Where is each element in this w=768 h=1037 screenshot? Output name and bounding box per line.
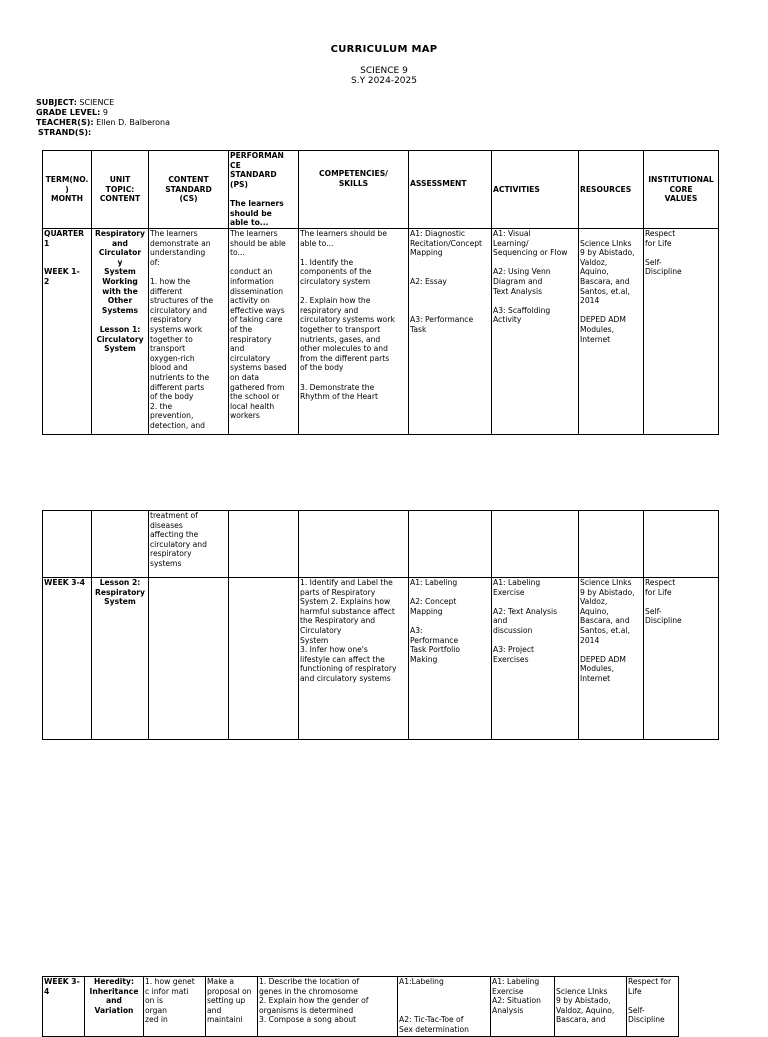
core-values-cell: Respect for Life Self- Discipline <box>644 578 719 740</box>
unit-cell <box>92 511 149 578</box>
resources-cell: Science LInks 9 by Abistado, Valdoz, Aquino, Bascara, and Santos, et.al, 2014 DEPED ADM Modules, Internet <box>579 229 644 435</box>
term-cell: WEEK 3- 4 <box>43 977 85 1037</box>
unit-cell: Lesson 2: Respiratory System <box>92 578 149 740</box>
assessment-cell <box>409 511 492 578</box>
subject-label: SUBJECT: <box>36 98 77 107</box>
assessment-cell: A1: Diagnostic Recitation/Concept Mapping A2: Essay A3: Performance Task <box>409 229 492 435</box>
strand-line <box>36 128 170 138</box>
unit-cell: Respiratory and Circulator y System Working with the Other Systems Lesson 1: Circulatory System <box>92 229 149 435</box>
col-assessment: ASSESSMENT <box>409 151 492 229</box>
curriculum-table-page2 <box>42 510 719 740</box>
term-cell: WEEK 3-4 <box>43 578 92 740</box>
resources-cell <box>579 511 644 578</box>
activities-cell <box>492 511 579 578</box>
assessment-cell: A1: Labeling A2: Concept Mapping A3: Performance Task Portfolio Making <box>409 578 492 740</box>
col-activities: ACTIVITIES <box>492 151 579 229</box>
teacher-label: TEACHER(S): <box>36 118 94 127</box>
col-core-values: INSTITUTIONAL CORE VALUES <box>644 151 719 229</box>
term-cell <box>43 511 92 578</box>
meta-block <box>36 98 170 138</box>
unit-cell: Heredity: Inheritance and Variation <box>85 977 144 1037</box>
resources-cell: Science LInks 9 by Abistado, Valdoz, Aquino, Bascara, and <box>555 977 627 1037</box>
term-cell: QUARTER 1 WEEK 1- 2 <box>43 229 92 435</box>
curriculum-table-page3 <box>42 976 679 1037</box>
assessment-cell: A1:Labeling A2: Tic-Tac-Toe of Sex determination <box>398 977 491 1037</box>
performance-standard-cell: Make a proposal on setting up and maintaini <box>206 977 258 1037</box>
teacher-line <box>36 118 170 128</box>
strand-label: STRAND(S): <box>38 128 92 137</box>
teacher-value: Ellen D. Balberona <box>93 118 170 127</box>
performance-standard-cell <box>229 511 299 578</box>
core-values-cell: Respect for Life Self- Discipline <box>644 229 719 435</box>
content-standard-continuation: treatment of diseases affecting the circulatory and respiratory systems <box>149 511 229 578</box>
subject-value: SCIENCE <box>76 98 115 107</box>
col-resources: RESOURCES <box>579 151 644 229</box>
competencies-cell <box>299 511 409 578</box>
core-values-cell <box>644 511 719 578</box>
activities-cell: A1: Labeling Exercise A2: Situation Analysis <box>491 977 555 1037</box>
page-title: CURRICULUM MAP <box>330 44 438 55</box>
content-standard-cell: The learners demonstrate an understanding of: 1. how the different structures of the circulatory and respiratory systems work together to transport oxygen-rich blood and nutrients to the different parts of the body 2. the prevention, detection, and <box>149 229 229 435</box>
col-term: TERM(NO. ) MONTH <box>43 151 92 229</box>
performance-standard-cell: The learners should be able to... conduct an information dissemination activity on effective ways of taking care of the respiratory and circulatory systems based on data gathered from the school or local health workers <box>229 229 299 435</box>
activities-cell: A1: Labeling Exercise A2: Text Analysis and discussion A3: Project Exercises <box>492 578 579 740</box>
subject-heading: SCIENCE 9 <box>360 66 408 76</box>
col-competencies: COMPETENCIES/ SKILLS <box>299 151 409 229</box>
content-standard-cell <box>149 578 229 740</box>
competencies-cell: The learners should be able to... 1. Identify the components of the circulatory system 2. Explain how the respiratory and circulatory systems work together to transport nutrients, gases, and other molecules to and from the different parts of the body 3. Demonstrate the Rhythm of the Heart <box>299 229 409 435</box>
content-standard-cell: 1. how genet c infor mati on is organ zed in <box>144 977 206 1037</box>
performance-standard-cell <box>229 578 299 740</box>
grade-value: 9 <box>100 108 108 117</box>
school-year: S.Y 2024-2025 <box>351 76 417 86</box>
core-values-cell: Respect for Life Self- Discipline <box>627 977 679 1037</box>
competencies-cell: 1. Describe the location of genes in the chromosome 2. Explain how the gender of organisms is determined 3. Compose a song about <box>258 977 398 1037</box>
col-performance-standard: PERFORMAN CE STANDARD (PS) The learners should be able to... <box>229 151 299 229</box>
curriculum-table-page1 <box>42 150 719 435</box>
col-content-standard: CONTENT STANDARD (CS) <box>149 151 229 229</box>
activities-cell: A1: Visual Learning/ Sequencing or Flow A2: Using Venn Diagram and Text Analysis A3: Scaffolding Activity <box>492 229 579 435</box>
competencies-cell: 1. Identify and Label the parts of Respiratory System 2. Explains how harmful substance affect the Respiratory and Circulatory System 3. Infer how one's lifestyle can affect the functioning of respiratory and circulatory systems <box>299 578 409 740</box>
resources-cell: Science LInks 9 by Abistado, Valdoz, Aquino, Bascara, and Santos, et.al, 2014 DEPED ADM Modules, Internet <box>579 578 644 740</box>
grade-line <box>36 108 170 118</box>
subject-line <box>36 98 170 108</box>
col-unit: UNIT TOPIC: CONTENT <box>92 151 149 229</box>
grade-label: GRADE LEVEL: <box>36 108 101 117</box>
